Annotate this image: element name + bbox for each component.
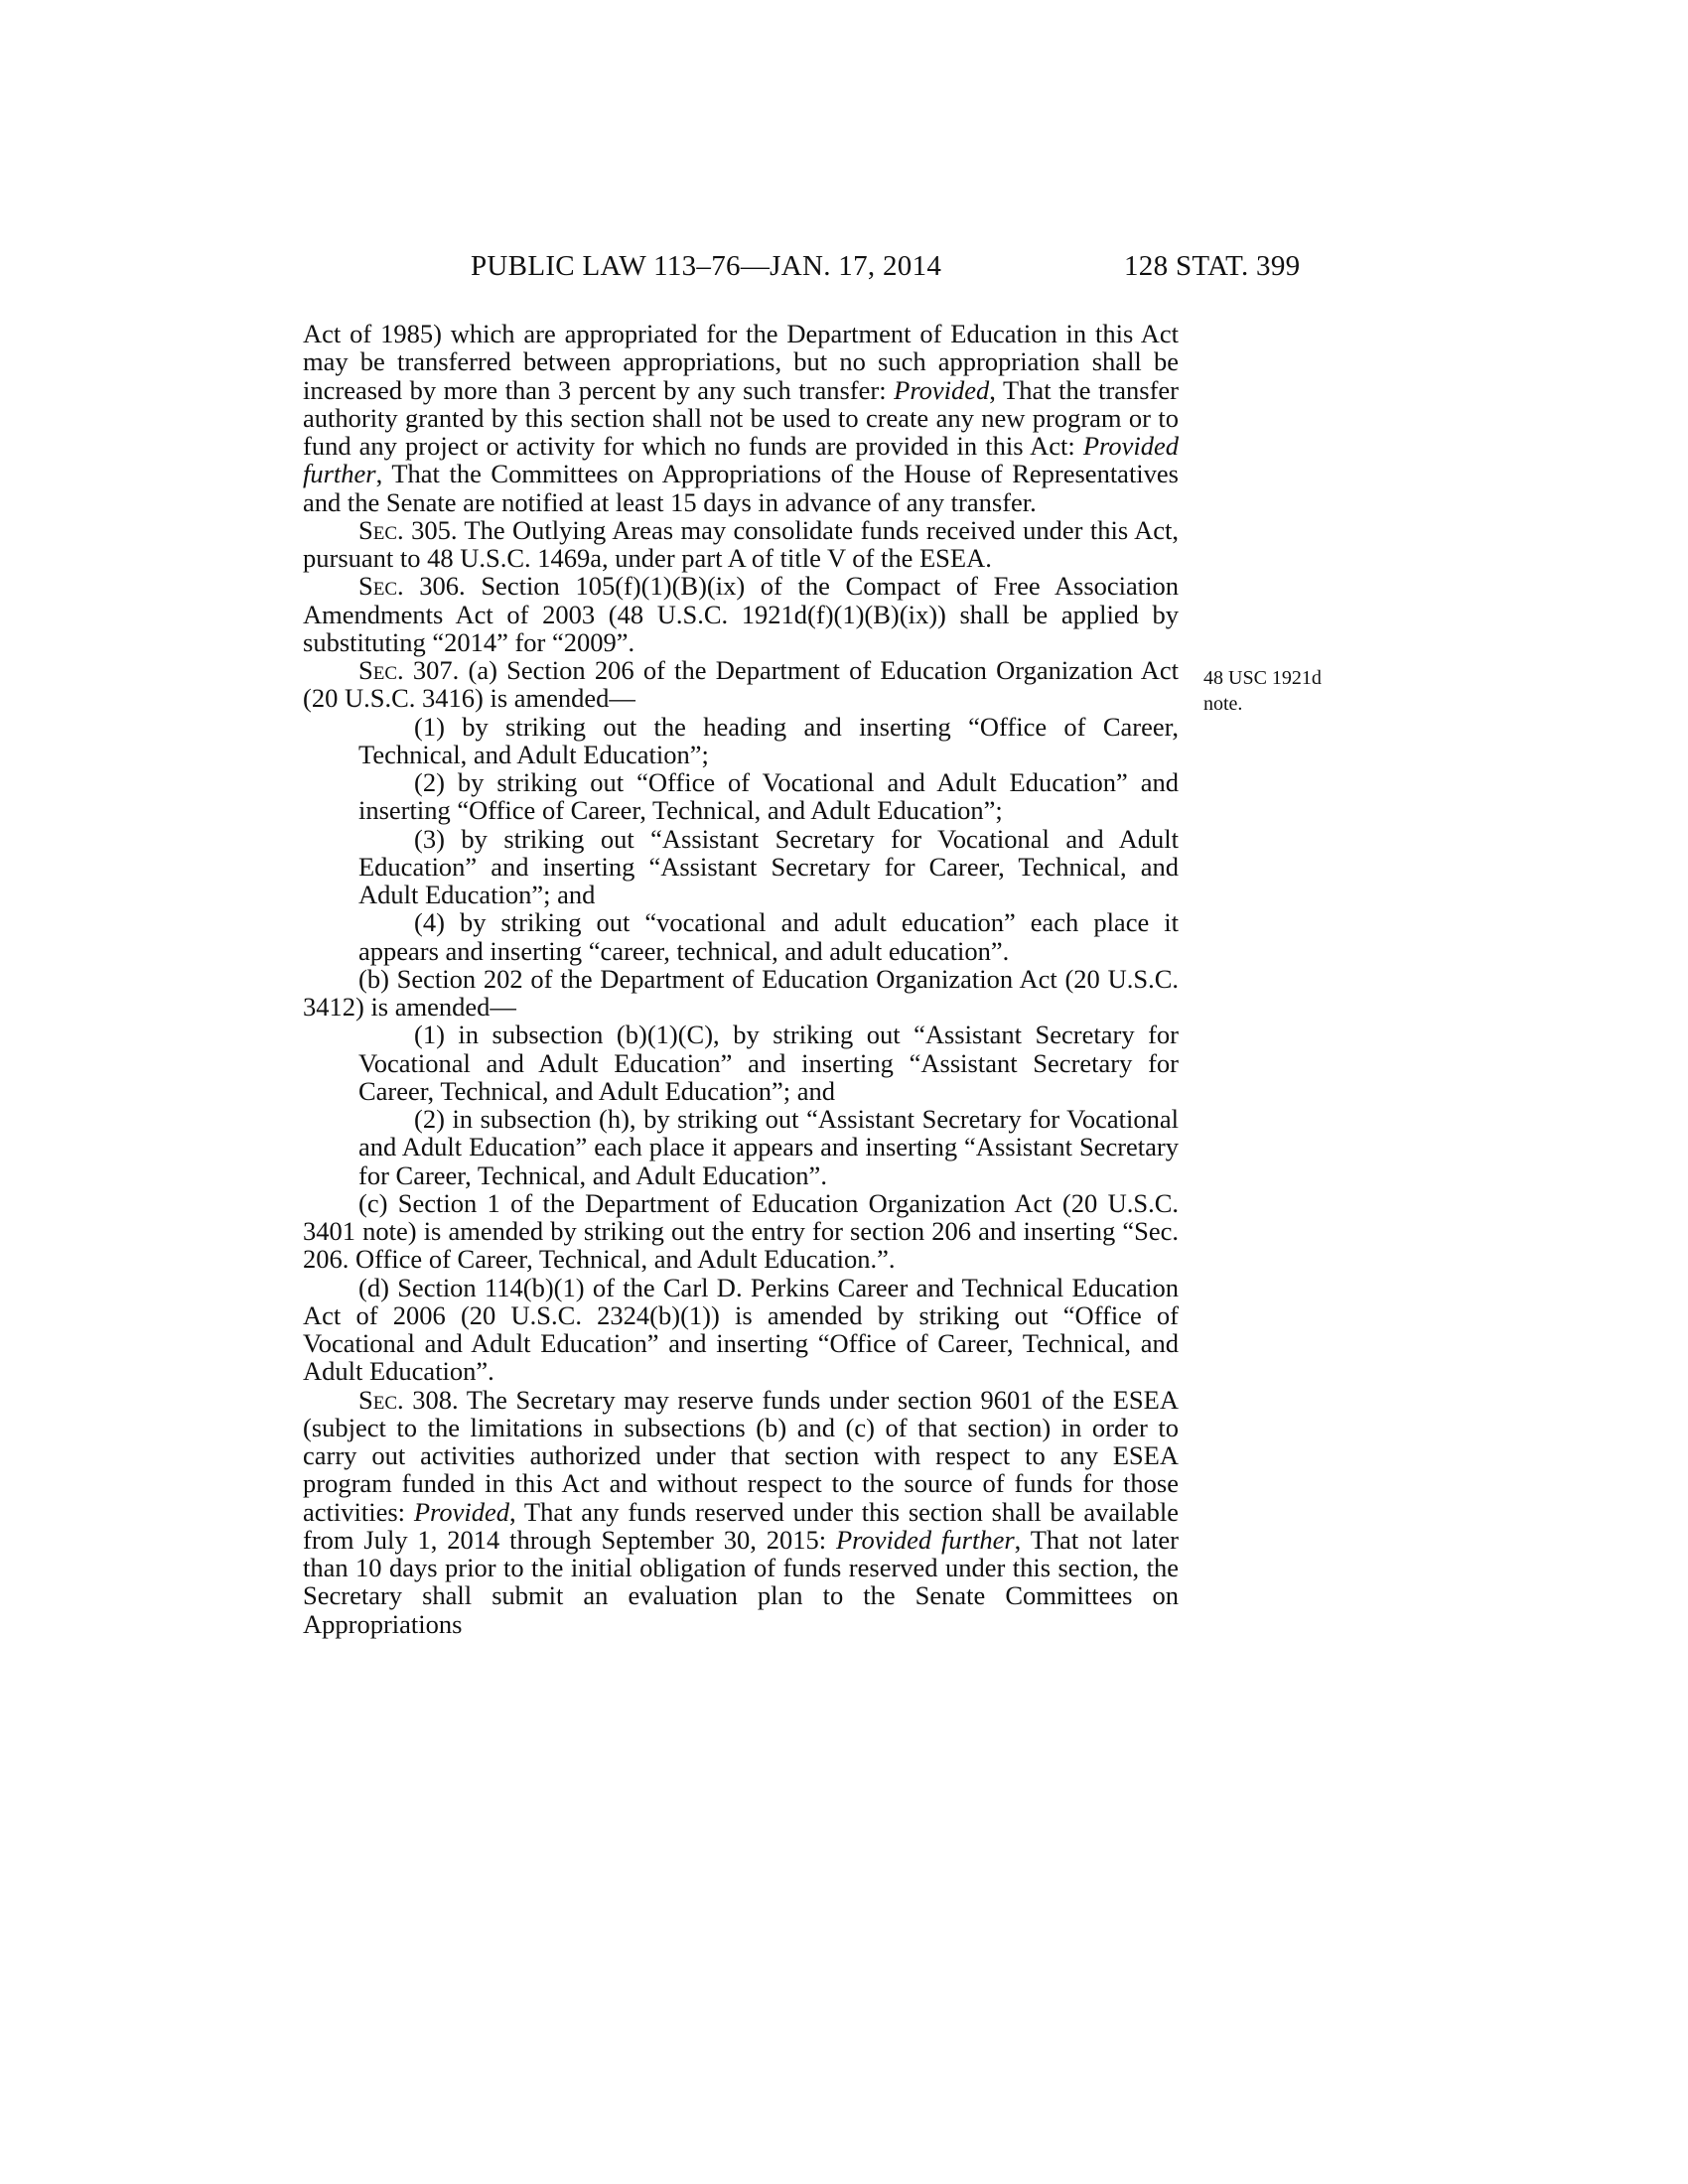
proviso-italic: Provided <box>894 374 990 405</box>
amendment-item: (1) in subsection (b)(1)(C), by striking out “Assistant Secretary for Vocational and Adult Education” and inserting “Assistant Secretary for Career, Technical, and Adult Education”; and <box>358 1020 1179 1106</box>
page-reference: 128 STAT. 399 <box>1124 250 1301 282</box>
amendment-item: (1) by striking out the heading and inserting “Office of Career, Technical, and Adult Education”; <box>358 711 1179 769</box>
margin-note <box>1203 665 1372 717</box>
proviso-italic: Provided further <box>303 431 1179 489</box>
section-label: Sec <box>358 514 398 545</box>
margin-note-citation: 48 USC 1921d <box>1203 667 1322 689</box>
paragraph-continuation: Act of 1985) which are appropriated for the Department of Education in this Act may be transferred between appropriations, but no such appropriation shall be increased by more than 3 percent by any such transfer: Provided, That the transfer authority granted by this section shall not be used to create any new program or to fund any project or activity for which no funds are provided in this Act: Provided further, That the Committees on Appropriations of the House of Representatives and the Senate are notified at least 15 days in advance of any transfer. <box>303 319 1180 517</box>
proviso-italic: Provided <box>413 1496 509 1527</box>
amendment-item: (2) in subsection (h), by striking out “Assistant Secretary for Vocational and Adult Education” each place it appears and inserting “Assistant Secretary for Career, Technical, and Adult Education”. <box>358 1104 1179 1190</box>
amendment-item: (3) by striking out “Assistant Secretary for Vocational and Adult Education” and inserting “Assistant Secretary for Career, Technical, and Adult Education”; and <box>358 823 1179 909</box>
section-label: Sec <box>358 1384 398 1415</box>
amendment-item: (4) by striking out “vocational and adult education” each place it appears and inserting “career, technical, and adult education”. <box>358 907 1179 966</box>
body-text <box>303 320 1179 1638</box>
margin-note-label: note. <box>1203 693 1243 715</box>
section-label: Sec <box>358 655 398 685</box>
section-307: Sec. 307. (a) Section 206 of the Department of Education Organization Act (20 U.S.C. 3416) is amended— <box>303 655 1179 714</box>
subsection-d: (d) Section 114(b)(1) of the Carl D. Perkins Career and Technical Education Act of 2006 (20 U.S.C. 2324(b)(1)) is amended by striking out “Office of Vocational and Adult Education” and inserting “Office of Career, Technical, and Adult Education”. <box>303 1272 1179 1387</box>
page-header <box>0 250 1688 290</box>
section-308: Sec. 308. The Secretary may reserve funds under section 9601 of the ESEA (subject to the limitations in subsections (b) and (c) of that section) in order to carry out activities authorized under that section with respect to any ESEA program funded in this Act and without respect to the source of funds for those activities: Provided, That any funds reserved under this section shall be available from July 1, 2014 through September 30, 2015: Provided further, That not later than 10 days prior to the initial obligation of funds reserved under this section, the Secretary shall submit an evaluation plan to the Senate Committees on Appropriations <box>303 1384 1180 1639</box>
section-label: Sec <box>358 571 398 602</box>
subsection-c: (c) Section 1 of the Department of Education Organization Act (20 U.S.C. 3401 note) is amended by striking out the entry for section 206 and inserting “Sec. 206. Office of Career, Technical, and Adult Education.”. <box>303 1187 1179 1275</box>
amendment-item: (2) by striking out “Office of Vocational and Adult Education” and inserting “Office of Career, Technical, and Adult Education”; <box>358 767 1179 826</box>
proviso-italic: Provided further <box>836 1524 1015 1555</box>
section-306: Sec. 306. Section 105(f)(1)(B)(ix) of the Compact of Free Association Amendments Act of 2003 (48 U.S.C. 1921d(f)(1)(B)(ix)) shall be applied by substituting “2014” for “2009”. <box>303 571 1179 657</box>
section-305: Sec. 305. The Outlying Areas may consolidate funds received under this Act, pursuant to 48 U.S.C. 1469a, under part A of title V of the ESEA. <box>303 514 1179 573</box>
subsection-b: (b) Section 202 of the Department of Education Organization Act (20 U.S.C. 3412) is amended— <box>303 963 1179 1022</box>
running-head-title: PUBLIC LAW 113–76—JAN. 17, 2014 <box>471 250 942 282</box>
